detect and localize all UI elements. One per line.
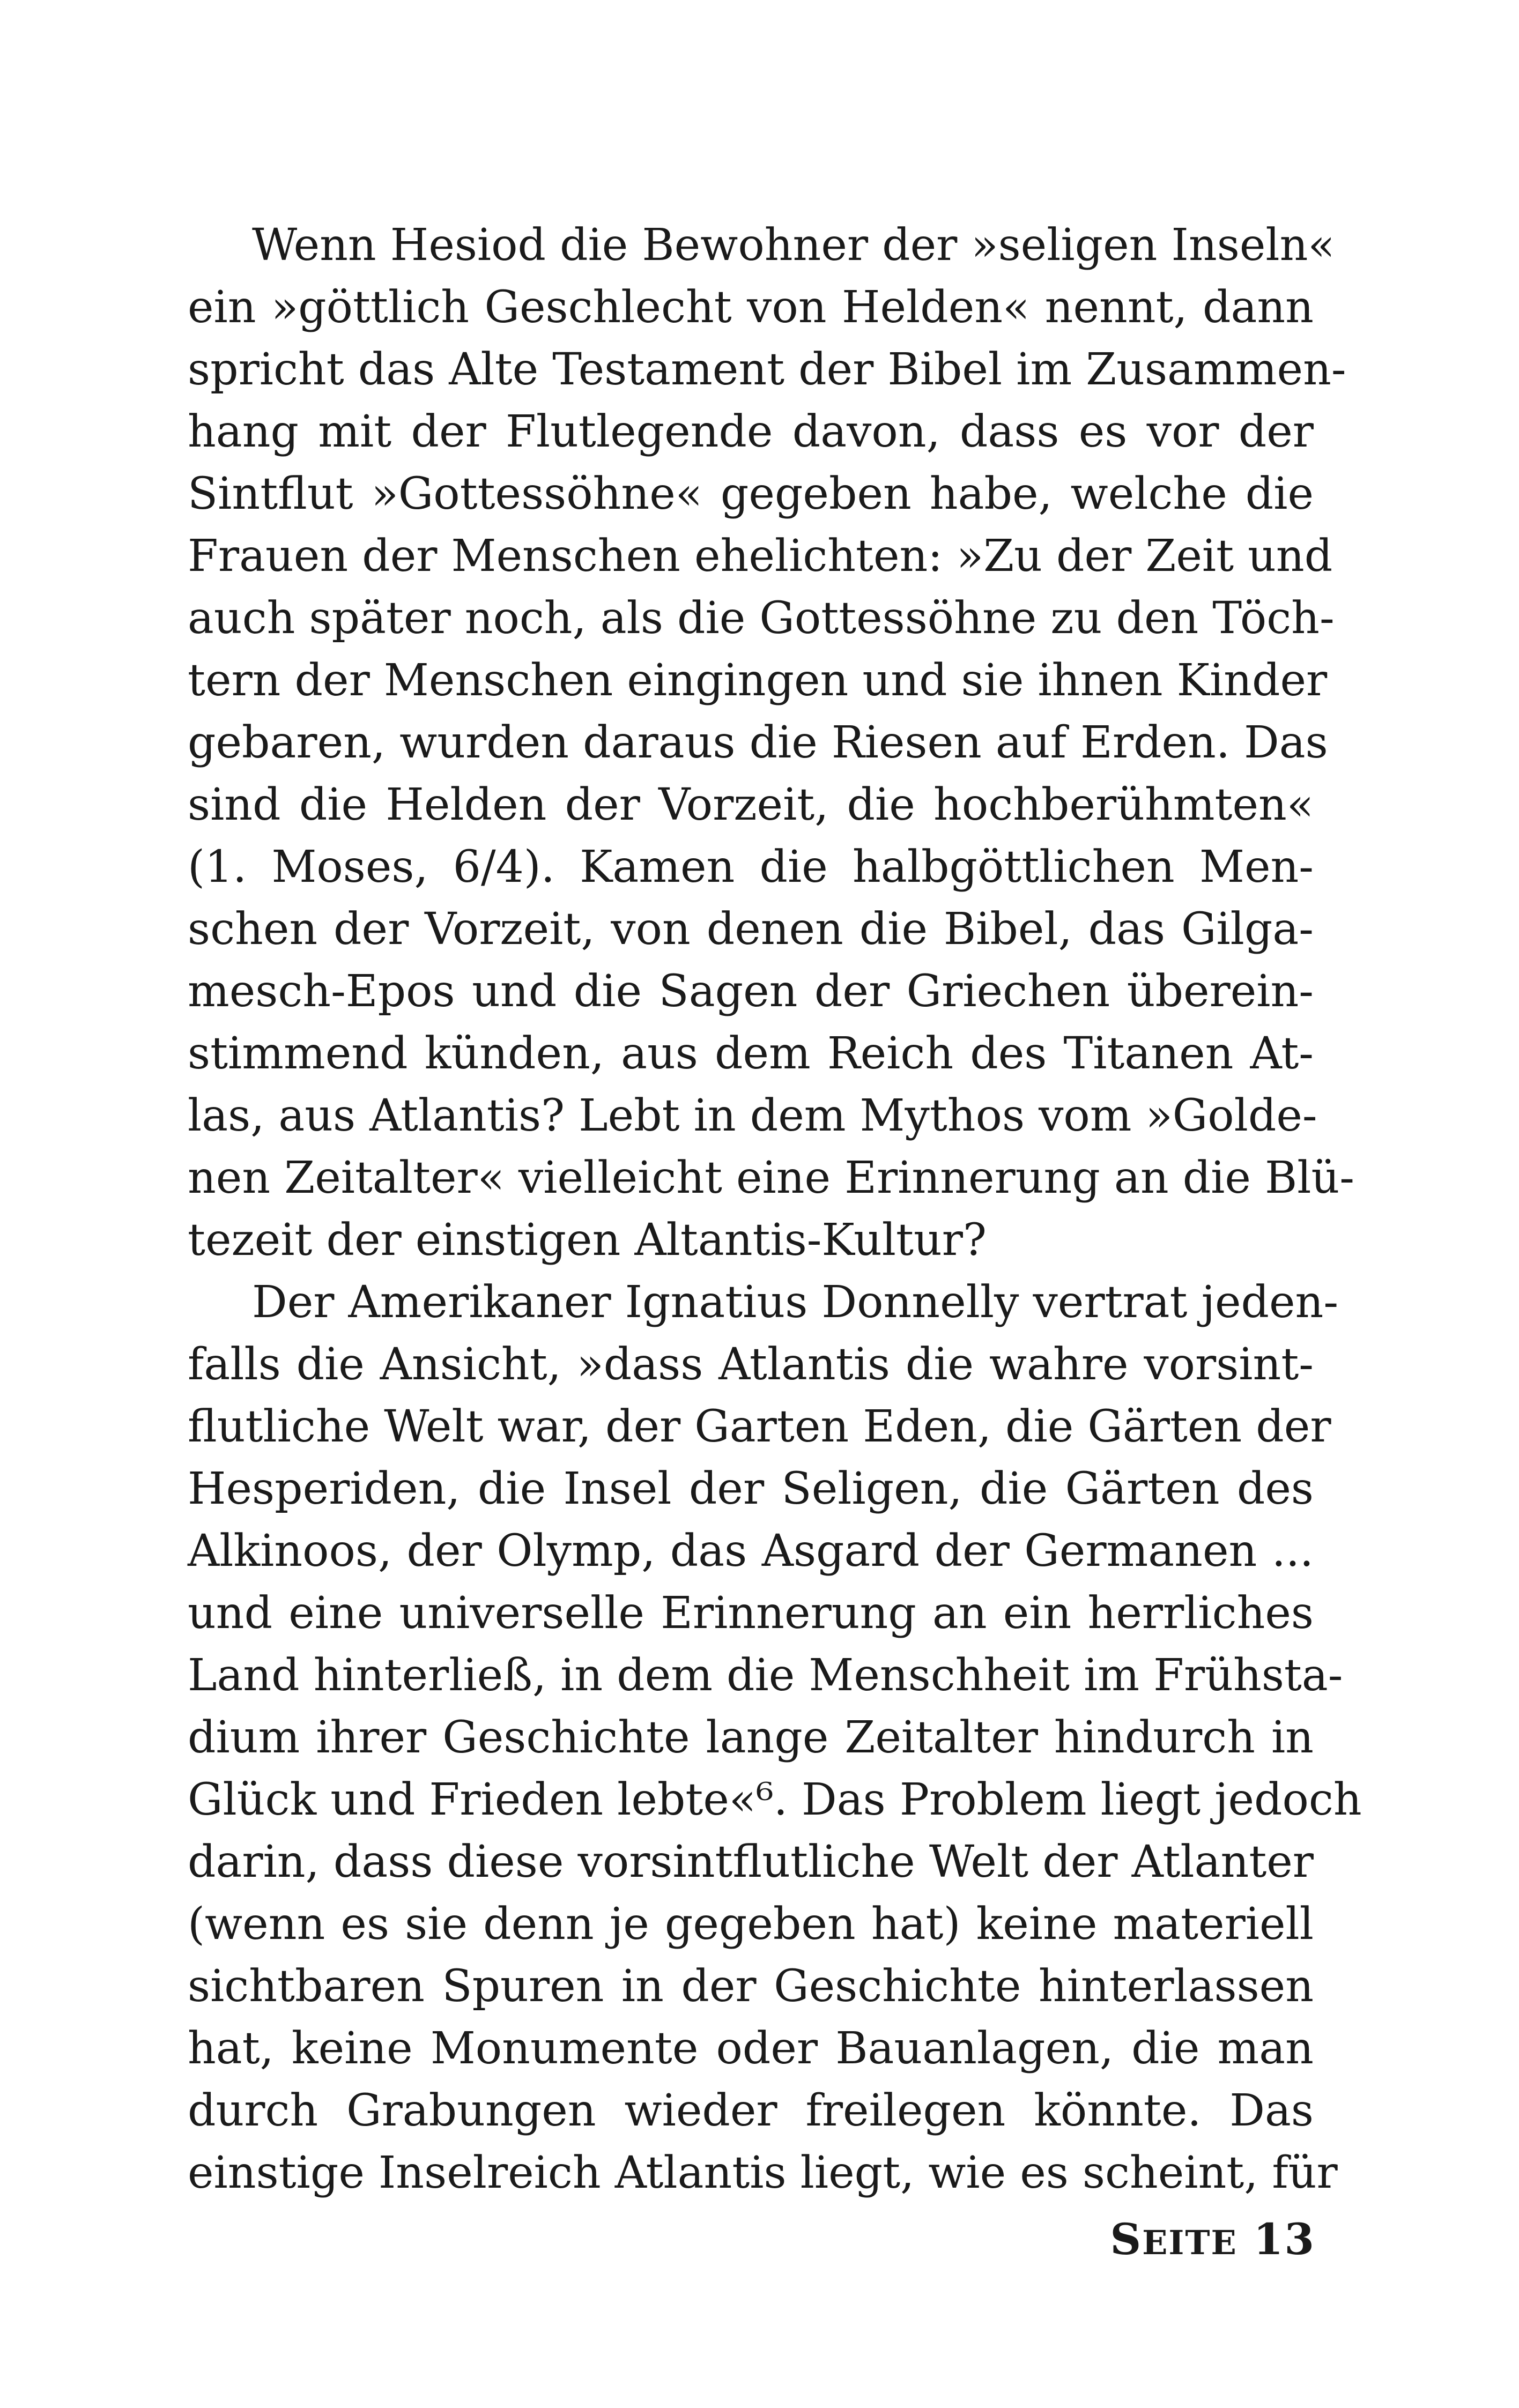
text-line: Land hinterließ, in dem die Menschheit im Frühsta- — [188, 1650, 1343, 1701]
text-line: Wenn Hesiod die Bewohner der »seligen Inseln« — [252, 220, 1335, 271]
text-line: nen Zeitalter« vielleicht eine Erinnerung an die Blü- — [188, 1153, 1355, 1203]
text-line: schen der Vorzeit, von denen die Bibel, das Gilga- — [188, 904, 1314, 955]
text-line: (wenn es sie denn je gegeben hat) keine materiell — [188, 1899, 1314, 1950]
text-line: (1. Moses, 6/4). Kamen die halbgöttlichen Men- — [188, 842, 1314, 893]
text-line: Hesperiden, die Insel der Seligen, die Gärten des — [188, 1463, 1314, 1514]
footer-label-rest: EITE — [1142, 2223, 1238, 2262]
text-line: gebaren, wurden daraus die Riesen auf Erden. Das — [188, 717, 1328, 768]
text-line: hang mit der Flutlegende davon, dass es vor der — [188, 406, 1314, 457]
text-line: darin, dass diese vorsintflutliche Welt der Atlanter — [188, 1837, 1314, 1887]
text-line: spricht das Alte Testament der Bibel im Zusammen- — [188, 344, 1346, 395]
text-line: Frauen der Menschen ehelichten: »Zu der Zeit und — [188, 531, 1333, 582]
text-line: Alkinoos, der Olymp, das Asgard der Germanen ... — [188, 1526, 1314, 1577]
text-line: ein »göttlich Geschlecht von Helden« nennt, dann — [188, 282, 1314, 333]
text-line: sind die Helden der Vorzeit, die hochberühmten« — [188, 779, 1314, 830]
text-line: Sintflut »Gottessöhne« gegeben habe, welche die — [188, 469, 1314, 519]
page-number: 13 — [1253, 2214, 1315, 2264]
text-line: tezeit der einstigen Altantis-Kultur? — [188, 1215, 987, 1266]
text-line: Glück und Frieden lebte«⁶. Das Problem liegt jedoch — [188, 1774, 1362, 1825]
text-line: flutliche Welt war, der Garten Eden, die Gärten der — [188, 1401, 1331, 1452]
paragraph-1 — [188, 214, 1355, 1272]
text-line: sichtbaren Spuren in der Geschichte hinterlassen — [188, 1961, 1314, 2012]
text-line: tern der Menschen eingingen und sie ihnen Kinder — [188, 655, 1328, 706]
page-number-footer — [1110, 2214, 1315, 2264]
paragraph-2 — [188, 1272, 1362, 2204]
body-text — [188, 214, 1362, 2204]
text-line: las, aus Atlantis? Lebt in dem Mythos vom »Golde- — [188, 1090, 1317, 1141]
text-line: Der Amerikaner Ignatius Donnelly vertrat jeden- — [252, 1277, 1339, 1328]
text-line: einstige Inselreich Atlantis liegt, wie es scheint, für — [188, 2147, 1338, 2198]
text-line: dium ihrer Geschichte lange Zeitalter hindurch in — [188, 1712, 1314, 1763]
footer-label-initial: S — [1110, 2214, 1143, 2264]
text-line: durch Grabungen wieder freilegen könnte. Das — [188, 2085, 1314, 2136]
text-line: hat, keine Monumente oder Bauanlagen, die man — [188, 2023, 1314, 2074]
text-line: mesch-Epos und die Sagen der Griechen überein- — [188, 966, 1314, 1017]
text-line: auch später noch, als die Gottessöhne zu den Töch- — [188, 593, 1335, 644]
text-line: und eine universelle Erinnerung an ein herrliches — [188, 1588, 1314, 1639]
text-line: stimmend künden, aus dem Reich des Titanen At- — [188, 1028, 1314, 1079]
text-line: falls die Ansicht, »dass Atlantis die wahre vorsint- — [188, 1339, 1314, 1390]
